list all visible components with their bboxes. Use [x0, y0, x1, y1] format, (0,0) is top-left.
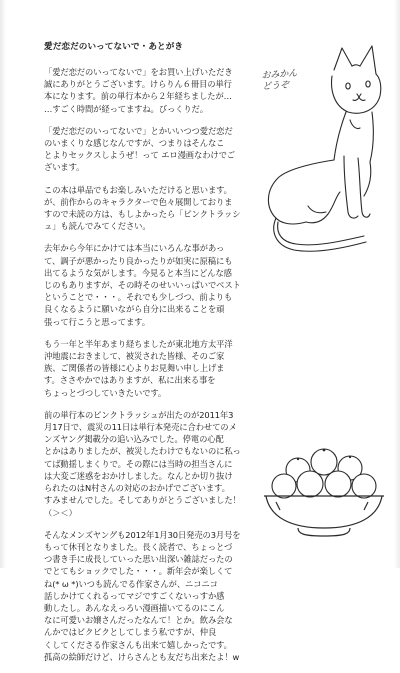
caption-line: おみかん	[261, 68, 298, 82]
text-line: てば動揺しまくりで。その際には当時の担当さんに	[44, 458, 233, 469]
text-line: でとてもショックでした・・・。新年会が楽しくて	[44, 566, 233, 577]
text-line: んかではビクビクとしてしまう私ですが、仲良	[44, 627, 217, 638]
text-line: くしてくださる作家さんも出来て嬉しかったです。	[44, 639, 232, 650]
text-line: ュ」も読んでみてください。	[44, 221, 151, 232]
text-line: すので未読の方は、もしよかったら「ピンクトラッシ	[44, 209, 241, 220]
text-line: 張って行こうと思ってます。	[44, 316, 150, 327]
text-line: そんなメンズヤングも2012年1月30日発売の3月号を	[44, 529, 241, 540]
text-line: て、調子が悪かったり良かったりが如実に原稿にも	[44, 255, 233, 266]
text-line: 前の単行本のピンクトラッシュが出たのが2011年3	[44, 409, 234, 420]
text-line: 本になります。前の単行本から２年経ちましたが…	[44, 91, 232, 102]
text-line: ざいます。	[44, 162, 85, 173]
paragraph-6	[44, 409, 276, 519]
text-line: この本は単品でもお楽しみいただけると思います。	[44, 184, 232, 195]
text-line: が、前作からのキャラクターで色々展開しておりま	[44, 196, 233, 207]
cat-caption	[261, 69, 298, 93]
text-line: 沖地震におきまして、被災された皆様、そのご家	[44, 351, 225, 362]
text-line: …すごく時間が経ってますね。びっくりだ。	[44, 103, 208, 114]
paragraph-2	[44, 125, 276, 174]
text-line: ね(* ω *)いつも読んでる作家さんが、ニコニコ	[44, 578, 218, 589]
text-line: つ書き手に成長していった思い出深い雑誌だったの	[44, 554, 233, 565]
text-line: のいまくりな感じなんですが、つまりはそんなこ	[44, 138, 225, 149]
text-line: ちょっとづつしていきたいです。	[44, 387, 167, 398]
text-line: 族、ご関係者の皆様に心よりお見舞い申し上げま	[44, 363, 225, 374]
text-line: とよりセックスしようぜ！って エロ漫画なわけでご	[44, 150, 235, 161]
afterword-body	[44, 66, 276, 673]
paragraph-3	[44, 184, 276, 233]
paragraph-4	[44, 242, 276, 327]
text-line: 去年から今年にかけては本当にいろんな事があっ	[44, 243, 225, 254]
tangerine-bowl-illustration	[258, 440, 390, 540]
paragraph-5	[44, 338, 276, 399]
text-line: 良くなるように願いながら自分に出来ることを頑	[44, 304, 225, 315]
text-line: もう一年と半年あまり経ちましたが東北地方太平洋	[44, 338, 233, 349]
text-line: とかはありましたが、被災したわけでもないのに私っ	[44, 446, 241, 457]
text-line: すみませんでした。そしてありがとうございました！	[44, 495, 241, 506]
text-line: なに可愛いお嬢さんだったなんて！とか。飲み会な	[44, 615, 233, 626]
page-title: 愛だ恋だのいってないで・あとがき	[44, 42, 184, 52]
text-line: じのもありますが、その時そのせいいっぱいでベスト	[44, 280, 241, 291]
text-line: （＞＜）	[44, 507, 77, 518]
text-line: 話しかけてくれるってマジですごくないっすか感	[44, 590, 225, 601]
text-line: 「愛だ恋だのいってないで」をお買い上げいただき	[44, 67, 233, 77]
paragraph-1	[44, 66, 276, 115]
text-line: 「愛だ恋だのいってないで」とかいいつつ愛だ恋だ	[44, 125, 233, 136]
caption-line: どうぞ	[262, 80, 290, 93]
text-line: す。ささやかではありますが、私に出来る事を	[44, 375, 216, 386]
text-line: もって休刊となりました。長く読者で、ちょっとづ	[44, 541, 233, 552]
text-line: られたのはN村さんの対応のおかげでございます。	[44, 483, 230, 494]
text-line: 動したし。あんなえっろい漫画描いてるのにこん	[44, 602, 225, 613]
text-line: は大変ご迷惑をおかけしました。なんとか切り抜け	[44, 470, 233, 481]
text-line: 月17日で、震災の11日は単行本発売に合わせてのメ	[44, 422, 237, 433]
paragraph-7	[44, 529, 276, 663]
text-line: 出てるような気がします。今見ると本当にどんな感	[44, 267, 232, 278]
text-line: 孤高の絵師だけど、けらさんとも友だち出来たよ！w	[44, 651, 240, 662]
text-line: ンズヤング掲載分の追い込みでした。停電の心配	[44, 434, 224, 445]
text-line: 誠にありがとうございます。けらりん６冊目の単行	[44, 79, 232, 90]
text-line: ということで・・・。それでも少しづつ、前よりも	[44, 292, 233, 303]
